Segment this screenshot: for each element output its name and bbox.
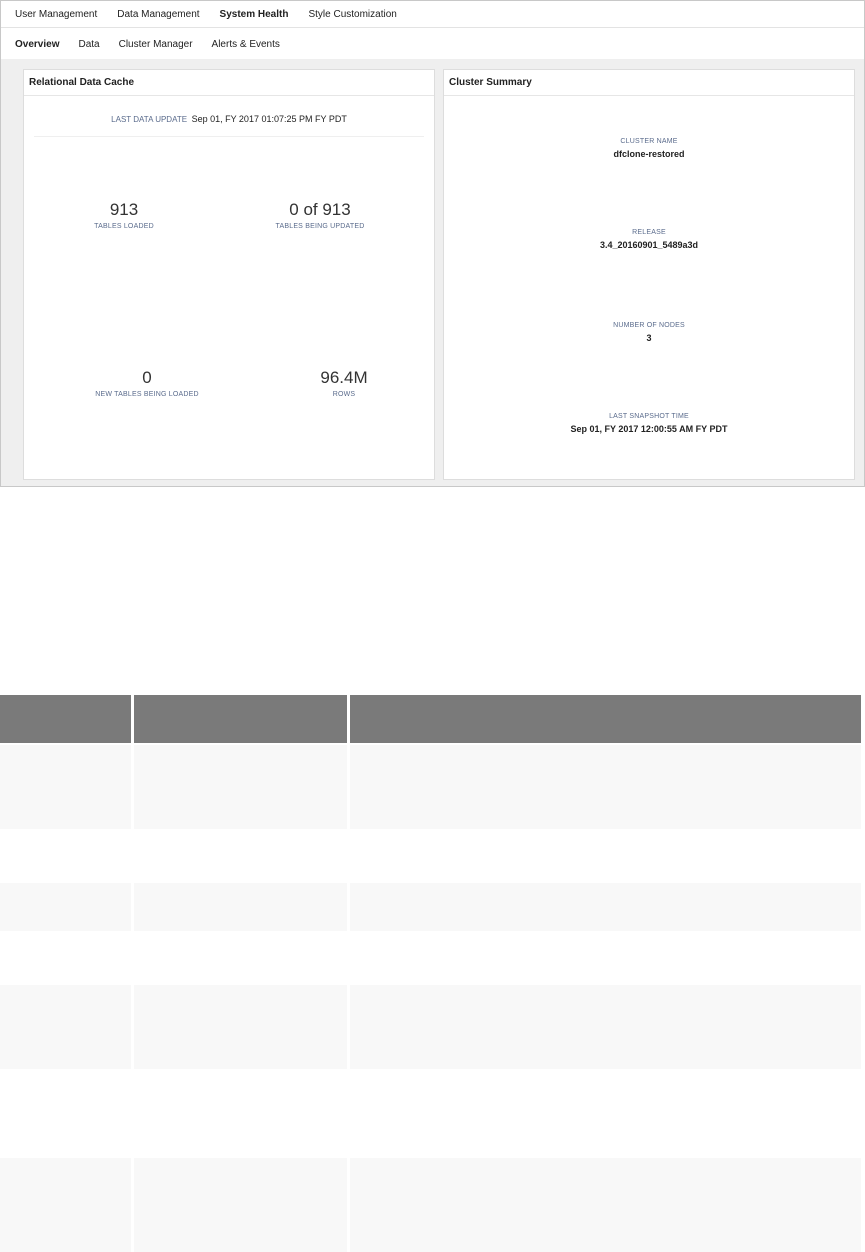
table-cell <box>350 745 861 829</box>
stat-value: 0 of 913 <box>289 200 351 219</box>
last-data-update-value: Sep 01, FY 2017 01:07:25 PM FY PDT <box>191 114 347 124</box>
number-of-nodes-value: 3 <box>646 333 652 343</box>
panel-title: Cluster Summary <box>444 70 854 96</box>
cluster-name-label: CLUSTER NAME <box>620 138 678 145</box>
tab-alerts-events[interactable]: Alerts & Events <box>211 38 280 50</box>
stat-tables-loaded <box>34 200 214 230</box>
stat-label: ROWS <box>332 391 356 398</box>
table-cell <box>350 1158 861 1252</box>
release-label: RELEASE <box>632 229 666 236</box>
number-of-nodes-label: NUMBER OF NODES <box>613 322 685 329</box>
stat-value: 96.4M <box>320 368 368 387</box>
top-nav-system-health[interactable]: System Health <box>219 8 289 20</box>
last-snapshot-time-value: Sep 01, FY 2017 12:00:55 AM FY PDT <box>570 424 728 434</box>
sub-nav <box>1 29 864 59</box>
tab-overview[interactable]: Overview <box>15 38 60 50</box>
table-cell <box>0 985 131 1069</box>
table-cell <box>350 985 861 1069</box>
relational-data-cache-panel <box>23 69 435 480</box>
table-cell <box>134 1158 347 1252</box>
panel-title: Relational Data Cache <box>24 70 434 96</box>
stat-new-tables-being-loaded <box>57 368 237 398</box>
table-cell <box>0 1158 131 1252</box>
table-cell <box>0 883 131 931</box>
stat-label: TABLES LOADED <box>94 223 154 230</box>
stat-value: 0 <box>142 368 152 387</box>
stat-tables-being-updated <box>230 200 410 230</box>
table-header-cell <box>350 695 861 743</box>
cluster-summary-panel <box>443 69 855 480</box>
last-snapshot-time <box>444 413 854 434</box>
stat-rows <box>254 368 434 398</box>
cluster-name-value: dfclone-restored <box>613 149 685 159</box>
table-cell <box>134 883 347 931</box>
divider <box>34 136 424 137</box>
last-data-update <box>24 114 434 124</box>
stat-label: TABLES BEING UPDATED <box>275 223 365 230</box>
tab-cluster-manager[interactable]: Cluster Manager <box>118 38 193 50</box>
dashboard-canvas <box>1 59 864 486</box>
table-cell <box>134 985 347 1069</box>
top-nav-data-management[interactable]: Data Management <box>117 8 200 20</box>
top-nav-user-management[interactable]: User Management <box>15 8 98 20</box>
table-cell <box>134 745 347 829</box>
top-nav <box>1 1 864 28</box>
table-cell <box>350 883 861 931</box>
top-nav-style-customization[interactable]: Style Customization <box>308 8 397 20</box>
stat-label: NEW TABLES BEING LOADED <box>95 391 199 398</box>
admin-console-screenshot <box>0 0 865 487</box>
last-data-update-label: LAST DATA UPDATE <box>111 115 188 124</box>
tab-data[interactable]: Data <box>78 38 100 50</box>
release <box>444 229 854 250</box>
stat-value: 913 <box>109 200 139 219</box>
number-of-nodes <box>444 322 854 343</box>
cluster-name <box>444 138 854 159</box>
release-value: 3.4_20160901_5489a3d <box>599 240 699 250</box>
last-snapshot-time-label: LAST SNAPSHOT TIME <box>609 413 689 420</box>
table-cell <box>0 745 131 829</box>
table-header-cell <box>0 695 131 743</box>
table-header-cell <box>134 695 347 743</box>
